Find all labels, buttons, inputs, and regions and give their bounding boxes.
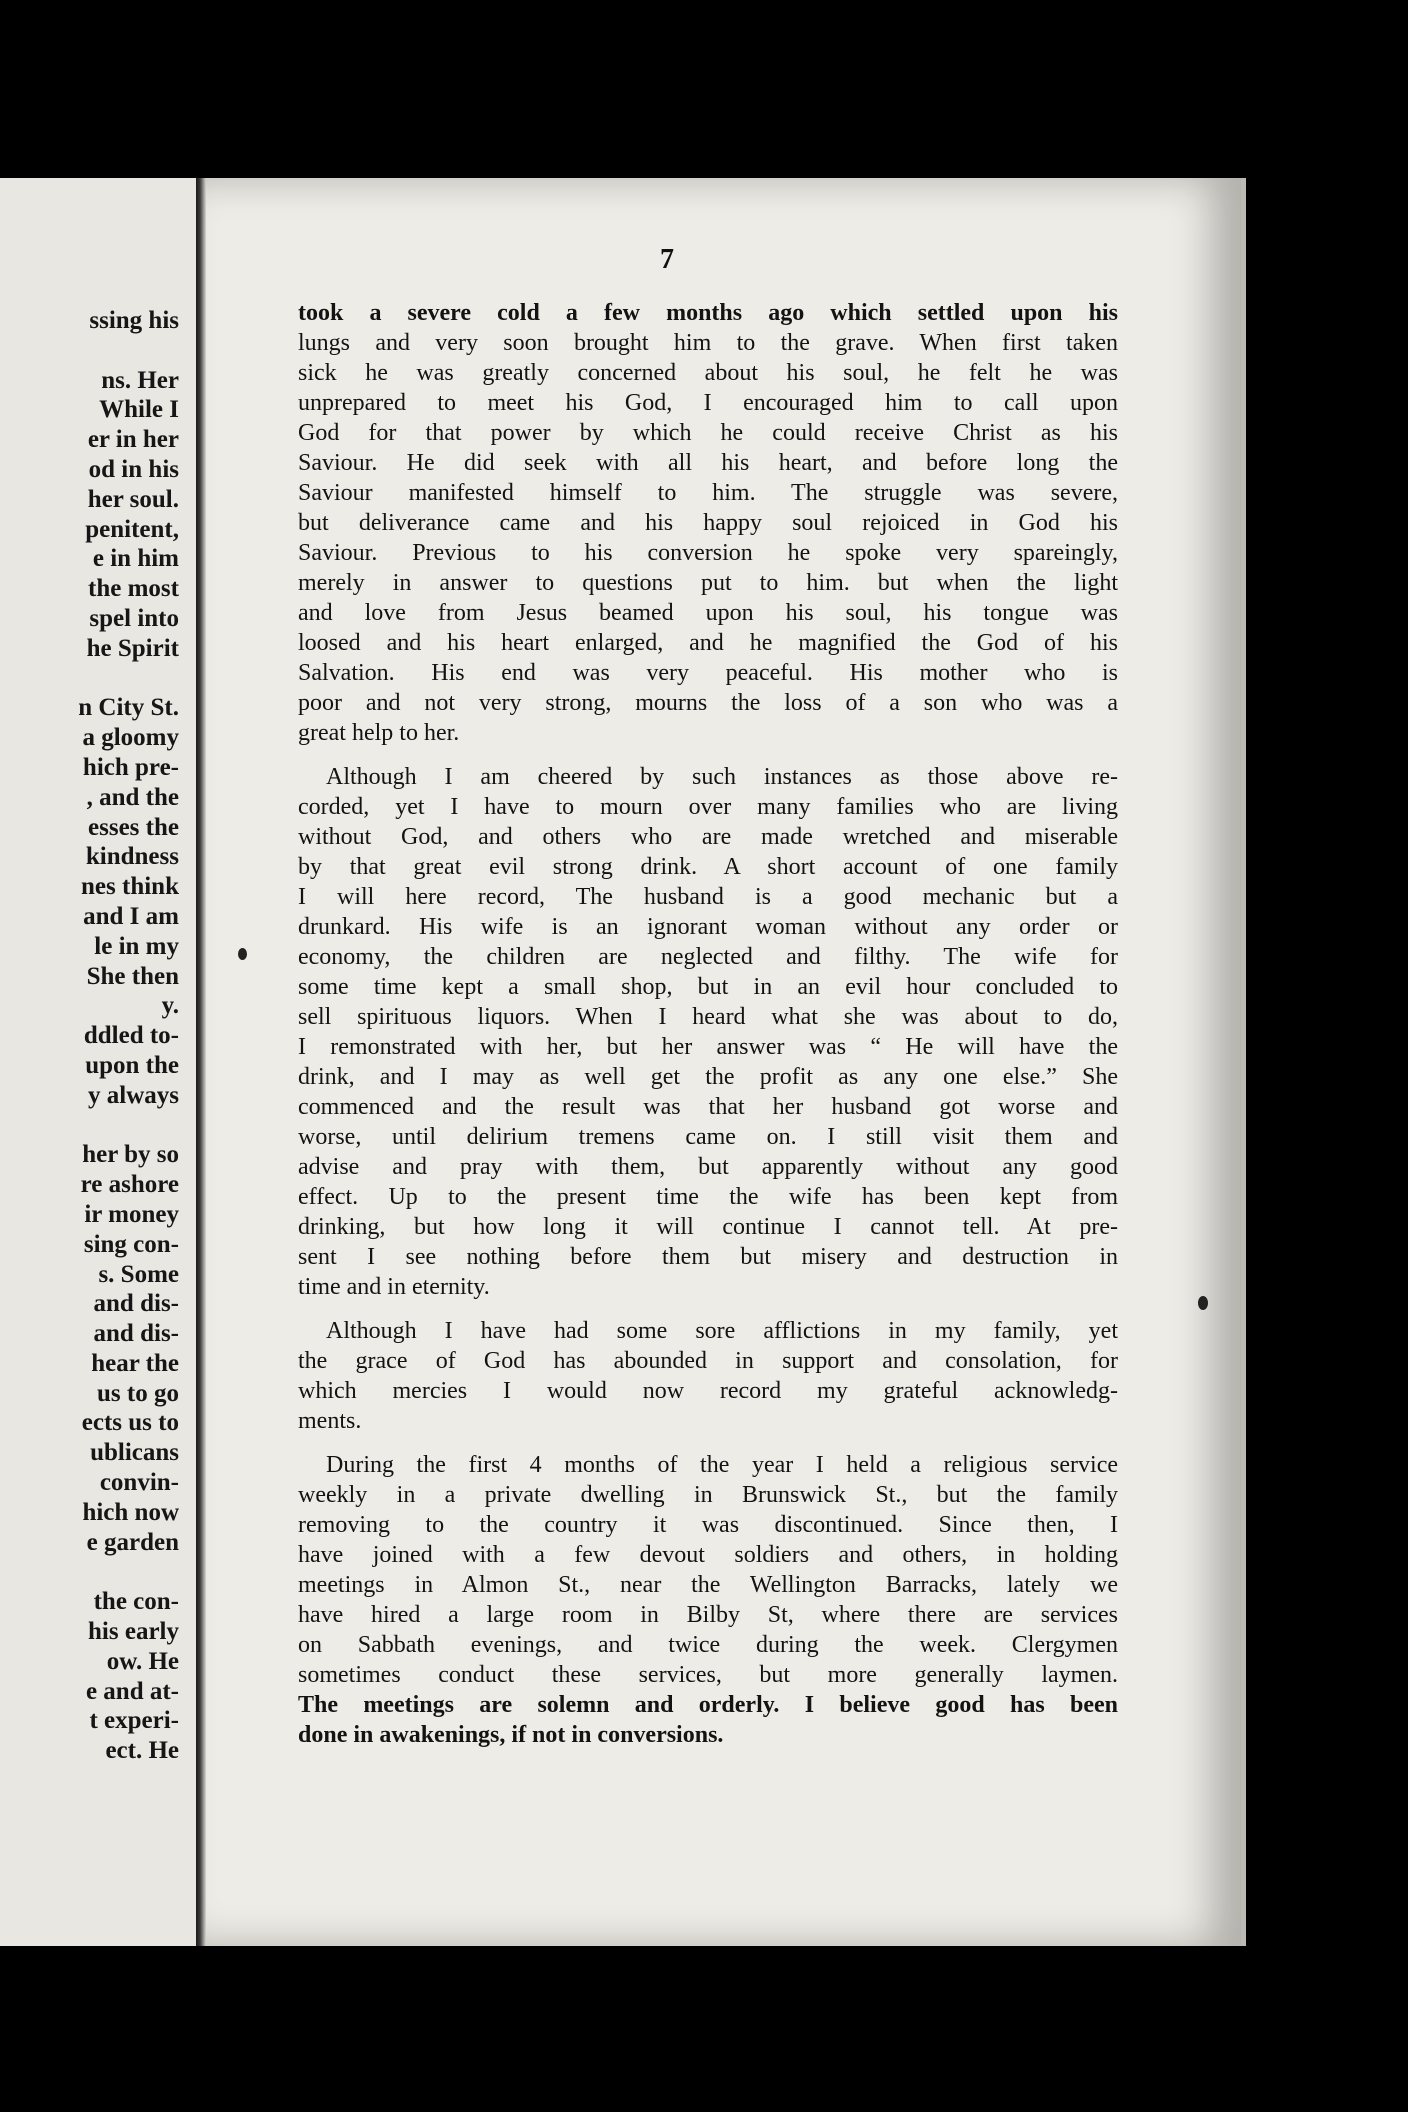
text-line: great help to her. <box>298 720 460 746</box>
text-line: ects us to <box>81 1409 179 1437</box>
paragraph <box>298 762 1118 1302</box>
text-line: ments. <box>298 1408 362 1434</box>
text-line: advise and pray with them, but apparently without any good <box>298 1154 1118 1180</box>
text-line: Saviour. He did seek with all his heart, and before long the <box>298 450 1118 476</box>
text-line: During the first 4 months of the year I held a religious service <box>326 1452 1118 1478</box>
text-line: le in my <box>94 932 179 960</box>
text-line: and dis- <box>93 1290 179 1318</box>
paragraph <box>298 1316 1118 1436</box>
text-line: sell spirituous liquors. When I heard what she was about to do, <box>298 1004 1118 1030</box>
text-line: loosed and his heart enlarged, and he magnified the God of his <box>298 630 1118 656</box>
text-line: hich now <box>82 1498 179 1526</box>
print-speck <box>1198 1296 1208 1310</box>
text-line: y always <box>88 1081 179 1109</box>
text-line <box>0 1111 179 1141</box>
text-line: e and at- <box>85 1677 179 1705</box>
text-line: drinking, but how long it will continue I cannot tell. At pre- <box>298 1214 1118 1240</box>
text-line: e garden <box>86 1528 179 1556</box>
text-line: Although I am cheered by such instances as those above re- <box>326 764 1118 790</box>
text-line: commenced and the result was that her husband got worse and <box>298 1094 1118 1120</box>
text-line: the most <box>88 575 179 603</box>
text-line: Saviour manifested himself to him. The struggle was severe, <box>298 480 1118 506</box>
text-line: economy, the children are neglected and filthy. The wife for <box>298 944 1118 970</box>
text-line: Salvation. His end was very peaceful. His mother who is <box>298 660 1118 686</box>
text-line: on Sabbath evenings, and twice during the week. Clergymen <box>298 1632 1118 1658</box>
text-line: ns. Her <box>101 366 179 394</box>
print-speck <box>238 948 247 960</box>
text-line: effect. Up to the present time the wife has been kept from <box>298 1184 1118 1210</box>
text-line: Saviour. Previous to his conversion he spoke very spareingly, <box>298 540 1118 566</box>
text-line: ect. He <box>105 1737 179 1765</box>
text-line: ssing his <box>89 307 179 334</box>
text-line: s. Some <box>98 1260 179 1288</box>
text-line: The meetings are solemn and orderly. I believe good has been <box>298 1692 1118 1718</box>
text-line <box>0 336 179 366</box>
text-line: esses the <box>88 813 179 841</box>
text-line: od in his <box>88 455 179 483</box>
text-line: which mercies I would now record my grateful acknowledg- <box>298 1378 1118 1404</box>
text-line: n City St. <box>78 694 179 722</box>
text-line: sick he was greatly concerned about his soul, he felt he was <box>298 360 1118 386</box>
text-line: hich pre- <box>82 753 179 781</box>
text-line: sometimes conduct these services, but more generally laymen. <box>298 1662 1118 1688</box>
text-line: re ashore <box>80 1171 179 1199</box>
paragraph <box>298 298 1118 748</box>
document-page <box>206 178 1241 1946</box>
text-line: spel into <box>89 604 179 632</box>
text-line: some time kept a small shop, but in an evil hour concluded to <box>298 974 1118 1000</box>
text-line: by that great evil strong drink. A short account of one family <box>298 854 1118 880</box>
page-number: 7 <box>660 244 674 275</box>
text-line: , and the <box>86 783 179 811</box>
text-line: Although I have had some sore afflictions in my family, yet <box>326 1318 1118 1344</box>
text-line: I remonstrated with her, but her answer was “ He will have the <box>298 1034 1118 1060</box>
text-line: unprepared to meet his God, I encouraged him to call upon <box>298 390 1118 416</box>
text-line: took a severe cold a few months ago which settled upon his <box>298 300 1118 326</box>
text-line: sent I see nothing before them but misery and destruction in <box>298 1244 1118 1270</box>
text-line: sing con- <box>83 1230 179 1258</box>
text-line: worse, until delirium tremens came on. I still visit them and <box>298 1124 1118 1150</box>
text-line: upon the <box>85 1051 179 1079</box>
text-line: the grace of God has abounded in support and consolation, for <box>298 1348 1118 1374</box>
text-line: but deliverance came and his happy soul rejoiced in God his <box>298 510 1118 536</box>
text-line: hear the <box>91 1349 179 1377</box>
previous-page-text <box>0 306 179 1766</box>
page-edge <box>1241 178 1246 1946</box>
text-line: his early <box>88 1618 179 1646</box>
text-line: have hired a large room in Bilby St, where there are services <box>298 1602 1118 1628</box>
text-line: he Spirit <box>86 634 179 662</box>
previous-page-fragment <box>0 178 197 1946</box>
paragraph <box>298 1450 1118 1750</box>
text-line: weekly in a private dwelling in Brunswick St., but the family <box>298 1482 1118 1508</box>
text-line: and I am <box>83 902 179 930</box>
text-line: nes think <box>81 873 179 901</box>
text-line: merely in answer to questions put to him. but when the light <box>298 570 1118 596</box>
text-line: e in him <box>92 545 179 573</box>
text-line: have joined with a few devout soldiers and others, in holding <box>298 1542 1118 1568</box>
text-line: a gloomy <box>82 724 179 752</box>
text-line: drink, and I may as well get the profit as any one else.” She <box>298 1064 1118 1090</box>
text-line: penitent, <box>85 515 179 543</box>
text-line: her soul. <box>87 485 179 513</box>
text-line: While I <box>99 396 179 424</box>
text-line: ir money <box>84 1200 179 1228</box>
text-line: convin- <box>99 1469 179 1497</box>
text-line: removing to the country it was discontinued. Since then, I <box>298 1512 1118 1538</box>
text-line: God for that power by which he could receive Christ as his <box>298 420 1118 446</box>
text-line: done in awakenings, if not in conversions. <box>298 1722 724 1748</box>
text-line: the con- <box>93 1588 179 1616</box>
text-line: time and in eternity. <box>298 1274 490 1300</box>
text-line: ddled to- <box>83 1022 179 1050</box>
text-line: t experi- <box>89 1707 179 1735</box>
text-line: drunkard. His wife is an ignorant woman without any order or <box>298 914 1118 940</box>
text-line: and dis- <box>93 1320 179 1348</box>
text-line: without God, and others who are made wretched and miserable <box>298 824 1118 850</box>
text-line: meetings in Almon St., near the Wellington Barracks, lately we <box>298 1572 1118 1598</box>
text-line: corded, yet I have to mourn over many families who are living <box>298 794 1118 820</box>
text-line: She then <box>86 962 179 990</box>
text-line: ow. He <box>106 1647 179 1675</box>
text-line: us to go <box>97 1379 179 1407</box>
text-line: ublicans <box>90 1439 179 1467</box>
text-line: er in her <box>87 426 179 454</box>
text-line <box>0 1557 179 1587</box>
text-line: kindness <box>85 843 179 871</box>
page-gutter <box>196 178 206 1946</box>
text-line: I will here record, The husband is a good mechanic but a <box>298 884 1118 910</box>
text-line: y. <box>161 992 179 1020</box>
text-line: lungs and very soon brought him to the grave. When first taken <box>298 330 1118 356</box>
text-line: poor and not very strong, mourns the loss of a son who was a <box>298 690 1118 716</box>
text-line: and love from Jesus beamed upon his soul, his tongue was <box>298 600 1118 626</box>
text-line <box>0 664 179 694</box>
page-body <box>298 298 1118 1764</box>
text-line: her by so <box>82 1141 179 1169</box>
